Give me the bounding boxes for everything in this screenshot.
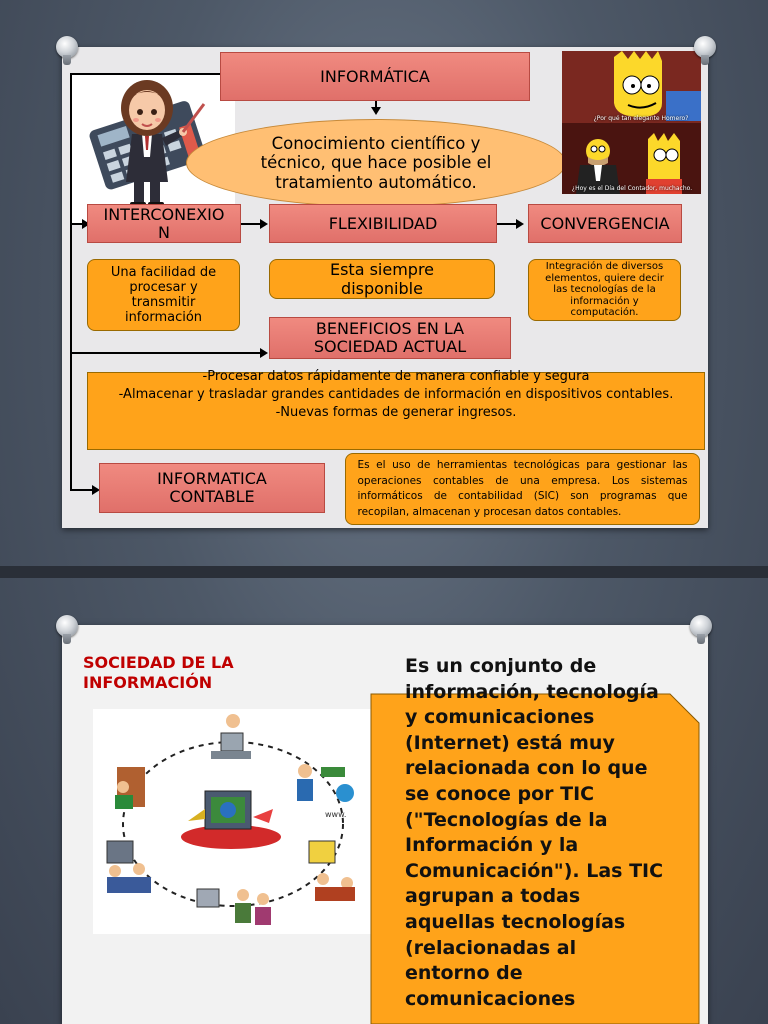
slide2-body-text: Es un conjunto de información, tecnología y comunicaciones (Internet) está muy relacionada con lo que se conoce por TIC ("Tecnologías de la Información y la Comunicación"). Las TIC agrupan a todas aquellas tecnologías (relacionadas al entorno de comunicaciones: [405, 655, 664, 1010]
pin-slide2-right: [690, 615, 712, 637]
convergencia-box: [528, 204, 682, 243]
network-illustration-panel: [93, 709, 373, 934]
pin-slide1-right: [694, 36, 716, 58]
homer-bart-meme: [562, 51, 701, 194]
slide-divider: [0, 566, 768, 578]
connector-to-beneficios: [70, 352, 262, 354]
arrow-to-convergencia: [516, 219, 524, 229]
informatica-title-box: [220, 52, 530, 101]
convergencia-label: CONVERGENCIA: [540, 213, 670, 233]
flexibilidad-box: [269, 204, 497, 243]
definition-ellipse: [186, 119, 566, 207]
flexibilidad-description: Esta siempre disponible: [329, 260, 435, 298]
meme-caption-top: ¿Por qué tan elegante Homero?: [593, 115, 689, 122]
informatica-contable-description: Es el uso de herramientas tecnológicas para gestionar las operaciones contables de una empresa. Los sistemas informáticos de contabilidad (SIC) son programas que recopilan, almacenan y procesan datos contables.: [357, 459, 688, 518]
network-illustration: [93, 709, 373, 934]
informatica-contable-box: [99, 463, 325, 513]
arrow-to-definition: [371, 107, 381, 115]
interconexion-box: [87, 204, 241, 243]
pin-slide1-left: [56, 36, 78, 58]
www-label: www.: [325, 810, 347, 819]
teacher-calculator-illustration: [80, 72, 220, 212]
interconexion-label: INTERCONEXION: [103, 204, 225, 242]
convergencia-description-box: [528, 259, 681, 321]
arrow-to-beneficios: [260, 348, 268, 358]
slide-sociedad-informacion[interactable]: [62, 625, 708, 1024]
beneficios-box: [269, 317, 511, 359]
flexibilidad-label: FLEXIBILIDAD: [328, 213, 438, 233]
arrow-to-flexibilidad: [260, 219, 268, 229]
definition-text: Conocimiento científico y técnico, que hace posible el tratamiento automático.: [260, 133, 492, 192]
informatica-contable-label: INFORMATICA CONTABLE: [157, 469, 267, 506]
beneficio-item-3: -Nuevas formas de generar ingresos.: [275, 405, 517, 420]
convergencia-description: Integración de diversos elementos, quiere decir las tecnologías de la información y computación.: [545, 261, 664, 319]
connector-interconexion-flexibilidad: [240, 223, 260, 225]
connector-flexibilidad-convergencia: [496, 223, 516, 225]
informatica-contable-description-box: [345, 453, 700, 525]
flexibilidad-description-box: [269, 259, 495, 299]
interconexion-description-box: [87, 259, 240, 331]
beneficio-item-2: -Almacenar y trasladar grandes cantidades de información en dispositivos contables.: [118, 387, 674, 402]
informatica-title: INFORMÁTICA: [320, 66, 430, 86]
meme-illustration: [562, 51, 701, 194]
slide2-title: SOCIEDAD DE LA INFORMACIÓN: [83, 653, 234, 692]
beneficio-item-1: -Procesar datos rápidamente de manera confiable y segura: [202, 369, 590, 384]
interconexion-description: Una facilidad de procesar y transmitir información: [110, 265, 217, 325]
beneficios-list-box: [87, 369, 705, 450]
beneficios-label: BENEFICIOS EN LA SOCIEDAD ACTUAL: [313, 319, 467, 356]
pin-slide2-left: [56, 615, 78, 637]
connector-to-contable: [70, 489, 94, 491]
top-horizontal-connector: [70, 73, 220, 75]
slide-informatica[interactable]: [62, 47, 708, 528]
meme-caption-bottom: ¿Hoy es el Día del Contador, muchacho.: [571, 185, 693, 192]
left-vertical-connector: [70, 73, 72, 491]
